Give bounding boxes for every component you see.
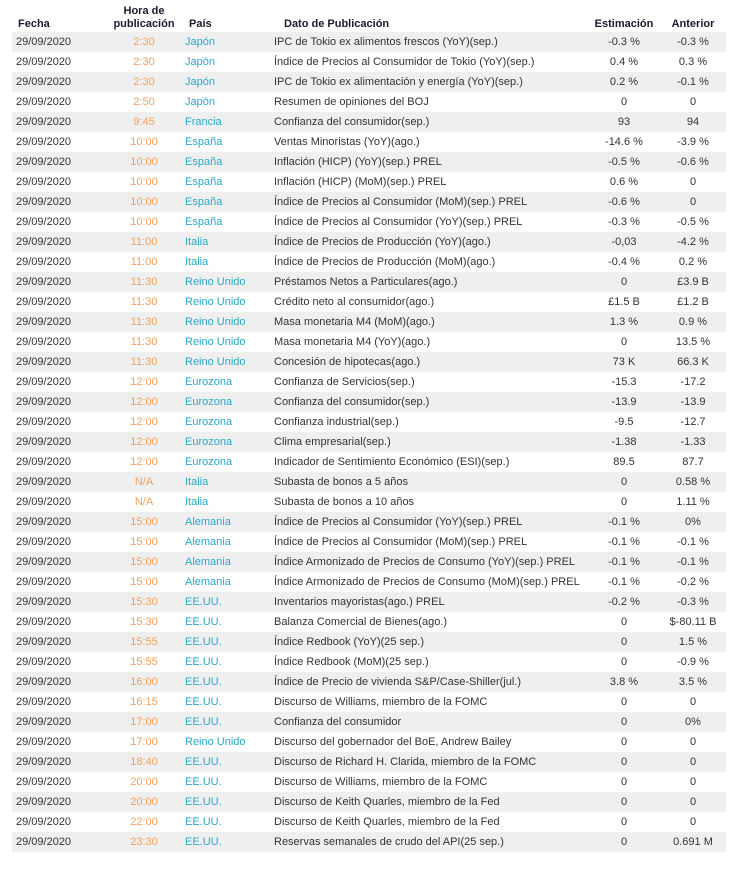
cell-estimacion: 0 (620, 796, 628, 808)
table-row (12, 392, 726, 412)
cell-estimacion: 0 (620, 616, 628, 628)
cell-estimacion: -0,03 (611, 236, 637, 248)
cell-hora: 18:40 (130, 756, 158, 768)
cell-fecha: 29/09/2020 (16, 416, 72, 428)
table-row (12, 732, 726, 752)
cell-hora: 2:50 (133, 96, 155, 108)
cell-hora: 2:30 (133, 56, 155, 68)
cell-dato: Discurso de Williams, miembro de la FOMC (274, 696, 488, 708)
cell-fecha: 29/09/2020 (16, 316, 72, 328)
cell-anterior: 3.5 % (678, 676, 708, 688)
cell-pais: España (185, 196, 223, 208)
cell-fecha: 29/09/2020 (16, 296, 72, 308)
cell-anterior: -4.2 % (677, 236, 709, 248)
cell-pais: Japón (185, 36, 215, 48)
cell-anterior: -0.2 % (677, 576, 709, 588)
cell-pais: España (185, 176, 223, 188)
cell-pais: Eurozona (185, 396, 233, 408)
cell-pais: Eurozona (185, 376, 233, 388)
table-row (12, 472, 726, 492)
cell-anterior: -17.2 (680, 376, 706, 388)
cell-pais: Alemania (185, 536, 231, 548)
cell-fecha: 29/09/2020 (16, 756, 72, 768)
cell-pais: Italia (185, 236, 209, 248)
cell-anterior: 0.58 % (675, 476, 711, 488)
cell-dato: Crédito neto al consumidor(ago.) (274, 296, 435, 308)
header-estimacion: Estimación (594, 18, 654, 30)
cell-dato: Subasta de bonos a 5 años (274, 476, 408, 488)
table-row (12, 252, 726, 272)
cell-dato: Índice de Precios al Consumidor (MoM)(sep.) PREL (274, 196, 528, 208)
cell-fecha: 29/09/2020 (16, 76, 72, 88)
cell-hora: 23:30 (130, 836, 158, 848)
cell-hora: 11:30 (130, 296, 158, 308)
cell-estimacion: -0.3 % (608, 216, 640, 228)
cell-fecha: 29/09/2020 (16, 456, 72, 468)
cell-fecha: 29/09/2020 (16, 356, 72, 368)
cell-estimacion: 0 (620, 96, 628, 108)
cell-dato: Índice de Precios al Consumidor (MoM)(sep.) PREL (274, 536, 528, 548)
cell-anterior: 0 (689, 776, 697, 788)
table-row (12, 692, 726, 712)
cell-anterior: 0.3 % (678, 56, 708, 68)
cell-fecha: 29/09/2020 (16, 236, 72, 248)
cell-anterior: 13.5 % (675, 336, 711, 348)
cell-pais: EE.UU. (185, 756, 222, 768)
cell-hora: 11:30 (130, 276, 158, 288)
cell-dato: Indicador de Sentimiento Económico (ESI)(sep.) (274, 456, 510, 468)
cell-estimacion: 0.4 % (609, 56, 639, 68)
cell-pais: EE.UU. (185, 676, 222, 688)
cell-hora: 9:45 (133, 116, 155, 128)
cell-dato: Préstamos Netos a Particulares(ago.) (274, 276, 458, 288)
cell-hora: N/A (134, 496, 154, 508)
cell-dato: Índice Armonizado de Precios de Consumo (YoY)(sep.) PREL (274, 556, 576, 568)
cell-anterior: £1.2 B (677, 296, 709, 308)
cell-anterior: 0.2 % (678, 256, 708, 268)
cell-fecha: 29/09/2020 (16, 436, 72, 448)
cell-fecha: 29/09/2020 (16, 776, 72, 788)
cell-fecha: 29/09/2020 (16, 336, 72, 348)
cell-dato: IPC de Tokio ex alimentos frescos (YoY)(sep.) (274, 36, 498, 48)
cell-anterior: -3.9 % (677, 136, 709, 148)
cell-anterior: 66.3 K (677, 356, 709, 368)
cell-dato: Discurso de Williams, miembro de la FOMC (274, 776, 488, 788)
cell-pais: Reino Unido (185, 296, 246, 308)
cell-anterior: -1.33 (680, 436, 706, 448)
cell-estimacion: 0.2 % (609, 76, 639, 88)
cell-estimacion: 1.3 % (609, 316, 639, 328)
cell-anterior: 0 (689, 736, 697, 748)
cell-estimacion: 73 K (612, 356, 636, 368)
cell-fecha: 29/09/2020 (16, 696, 72, 708)
table-row (12, 772, 726, 792)
cell-pais: EE.UU. (185, 636, 222, 648)
table-row (12, 272, 726, 292)
cell-anterior: -0.3 % (677, 36, 709, 48)
cell-pais: Alemania (185, 576, 231, 588)
cell-fecha: 29/09/2020 (16, 716, 72, 728)
cell-pais: EE.UU. (185, 716, 222, 728)
cell-fecha: 29/09/2020 (16, 516, 72, 528)
cell-anterior: 0.9 % (678, 316, 708, 328)
cell-estimacion: 0 (620, 736, 628, 748)
cell-pais: EE.UU. (185, 696, 222, 708)
cell-hora: 10:00 (130, 216, 158, 228)
table-row (12, 832, 726, 852)
cell-fecha: 29/09/2020 (16, 556, 72, 568)
cell-pais: EE.UU. (185, 836, 222, 848)
table-row (12, 212, 726, 232)
cell-pais: España (185, 216, 223, 228)
cell-estimacion: -0.4 % (608, 256, 640, 268)
table-row (12, 532, 726, 552)
cell-pais: Reino Unido (185, 276, 246, 288)
cell-hora: 15:55 (130, 656, 158, 668)
cell-dato: Índice de Precios al Consumidor (YoY)(sep.) PREL (274, 216, 523, 228)
cell-hora: 11:30 (130, 316, 158, 328)
header-hora (109, 5, 179, 32)
cell-fecha: 29/09/2020 (16, 196, 72, 208)
cell-dato: Discurso de Keith Quarles, miembro de la Fed (274, 796, 500, 808)
cell-anterior: -0.1 % (677, 556, 709, 568)
cell-estimacion: -0.1 % (608, 516, 640, 528)
cell-pais: Italia (185, 256, 209, 268)
table-row (12, 672, 726, 692)
cell-estimacion: -0.1 % (608, 576, 640, 588)
cell-pais: EE.UU. (185, 776, 222, 788)
cell-dato: Resumen de opiniones del BOJ (274, 96, 429, 108)
cell-estimacion: 0 (620, 696, 628, 708)
cell-estimacion: 0 (620, 836, 628, 848)
cell-estimacion: 0 (620, 276, 628, 288)
table-row (12, 312, 726, 332)
cell-pais: Eurozona (185, 416, 233, 428)
table-row (12, 152, 726, 172)
cell-anterior: -0.6 % (677, 156, 709, 168)
cell-dato: Índice de Precios al Consumidor de Tokio (YoY)(sep.) (274, 56, 535, 68)
table-row (12, 712, 726, 732)
cell-dato: Subasta de bonos a 10 años (274, 496, 415, 508)
cell-estimacion: -0.2 % (608, 596, 640, 608)
cell-dato: Ventas Minoristas (YoY)(ago.) (274, 136, 420, 148)
cell-pais: España (185, 136, 223, 148)
cell-fecha: 29/09/2020 (16, 596, 72, 608)
cell-pais: Alemania (185, 516, 231, 528)
cell-fecha: 29/09/2020 (16, 496, 72, 508)
cell-dato: Inflación (HICP) (YoY)(sep.) PREL (274, 156, 442, 168)
cell-dato: Reservas semanales de crudo del API(25 sep.) (274, 836, 504, 848)
table-row (12, 612, 726, 632)
cell-pais: EE.UU. (185, 596, 222, 608)
cell-pais: Japón (185, 56, 215, 68)
cell-anterior: 0.691 M (673, 836, 713, 848)
cell-hora: 10:00 (130, 156, 158, 168)
cell-dato: Masa monetaria M4 (MoM)(ago.) (274, 316, 435, 328)
economic-calendar-table (12, 5, 726, 852)
cell-hora: 11:30 (130, 356, 158, 368)
cell-fecha: 29/09/2020 (16, 396, 72, 408)
cell-estimacion: 0 (620, 476, 628, 488)
table-row (12, 92, 726, 112)
cell-anterior: -0.9 % (677, 656, 709, 668)
cell-fecha: 29/09/2020 (16, 536, 72, 548)
cell-anterior: $-80.11 B (669, 616, 717, 628)
cell-hora: 15:30 (130, 596, 158, 608)
cell-estimacion: £1.5 B (608, 296, 640, 308)
cell-pais: España (185, 156, 223, 168)
cell-fecha: 29/09/2020 (16, 36, 72, 48)
cell-hora: 10:00 (130, 136, 158, 148)
cell-anterior: -12.7 (680, 416, 706, 428)
cell-anterior: £3.9 B (677, 276, 709, 288)
cell-dato: Índice Redbook (YoY)(25 sep.) (274, 636, 425, 648)
table-row (12, 232, 726, 252)
cell-estimacion: -14.6 % (605, 136, 643, 148)
cell-estimacion: 0 (620, 656, 628, 668)
header-anterior: Anterior (671, 18, 715, 30)
cell-anterior: 1.11 % (676, 496, 710, 508)
cell-dato: Índice Armonizado de Precios de Consumo (MoM)(sep.) PREL (274, 576, 580, 588)
cell-hora: 15:55 (130, 636, 158, 648)
cell-hora: 2:30 (133, 36, 155, 48)
header-fecha: Fecha (18, 18, 50, 30)
cell-anterior: 0 (689, 756, 697, 768)
cell-dato: Balanza Comercial de Bienes(ago.) (274, 616, 448, 628)
cell-dato: Índice de Precios de Producción (MoM)(ago.) (274, 256, 496, 268)
header-pais: País (189, 18, 212, 30)
cell-pais: Japón (185, 76, 215, 88)
table-row (12, 492, 726, 512)
cell-anterior: -0.1 % (677, 76, 709, 88)
cell-estimacion: 0 (620, 336, 628, 348)
cell-fecha: 29/09/2020 (16, 116, 72, 128)
cell-estimacion: -0.1 % (608, 536, 640, 548)
cell-estimacion: 0 (620, 816, 628, 828)
cell-fecha: 29/09/2020 (16, 816, 72, 828)
cell-anterior: -0.1 % (677, 536, 709, 548)
cell-anterior: 0 (689, 96, 697, 108)
cell-hora: 11:00 (130, 236, 158, 248)
cell-dato: Discurso de Keith Quarles, miembro de la Fed (274, 816, 500, 828)
cell-estimacion: 0 (620, 776, 628, 788)
table-row (12, 592, 726, 612)
table-row (12, 372, 726, 392)
cell-anterior: 0 (689, 696, 697, 708)
cell-hora: 15:00 (130, 576, 158, 588)
cell-pais: Italia (185, 476, 209, 488)
cell-pais: Japón (185, 96, 215, 108)
cell-fecha: 29/09/2020 (16, 376, 72, 388)
cell-pais: EE.UU. (185, 656, 222, 668)
cell-estimacion: -1.38 (611, 436, 637, 448)
cell-hora: 17:00 (130, 716, 158, 728)
cell-fecha: 29/09/2020 (16, 176, 72, 188)
cell-estimacion: -0.1 % (608, 556, 640, 568)
cell-hora: 12:00 (130, 436, 158, 448)
cell-pais: Francia (185, 116, 222, 128)
cell-estimacion: 0 (620, 756, 628, 768)
cell-anterior: 0 (689, 816, 697, 828)
cell-anterior: 94 (686, 116, 700, 128)
cell-dato: Discurso del gobernador del BoE, Andrew Bailey (274, 736, 512, 748)
cell-hora: 11:00 (130, 256, 158, 268)
cell-pais: Italia (185, 496, 209, 508)
table-row (12, 812, 726, 832)
cell-estimacion: -0.3 % (608, 36, 640, 48)
cell-hora: 20:00 (130, 796, 158, 808)
cell-fecha: 29/09/2020 (16, 156, 72, 168)
cell-fecha: 29/09/2020 (16, 796, 72, 808)
cell-dato: Confianza industrial(sep.) (274, 416, 399, 428)
table-row (12, 192, 726, 212)
cell-pais: EE.UU. (185, 816, 222, 828)
cell-anterior: -0.3 % (677, 596, 709, 608)
cell-dato: Inflación (HICP) (MoM)(sep.) PREL (274, 176, 447, 188)
cell-fecha: 29/09/2020 (16, 216, 72, 228)
cell-fecha: 29/09/2020 (16, 96, 72, 108)
cell-fecha: 29/09/2020 (16, 476, 72, 488)
cell-estimacion: -0.5 % (608, 156, 640, 168)
cell-estimacion: 0.6 % (609, 176, 639, 188)
cell-dato: Confianza del consumidor(sep.) (274, 116, 430, 128)
cell-dato: Concesión de hipotecas(ago.) (274, 356, 421, 368)
cell-dato: Masa monetaria M4 (YoY)(ago.) (274, 336, 431, 348)
table-row (12, 172, 726, 192)
cell-hora: 10:00 (130, 176, 158, 188)
table-row (12, 792, 726, 812)
cell-hora: 15:00 (130, 516, 158, 528)
table-row (12, 32, 726, 52)
cell-hora: 2:30 (133, 76, 155, 88)
cell-dato: Índice de Precio de vivienda S&P/Case-Shiller(jul.) (274, 676, 522, 688)
table-row (12, 512, 726, 532)
cell-estimacion: -9.5 (614, 416, 634, 428)
cell-hora: 16:15 (130, 696, 158, 708)
header-hora-line2: publicación (113, 18, 175, 30)
table-row (12, 292, 726, 312)
header-dato: Dato de Publicación (284, 18, 390, 30)
cell-pais: Reino Unido (185, 356, 246, 368)
table-row (12, 132, 726, 152)
table-body (12, 32, 726, 852)
cell-fecha: 29/09/2020 (16, 656, 72, 668)
cell-fecha: 29/09/2020 (16, 676, 72, 688)
table-row (12, 752, 726, 772)
cell-pais: Reino Unido (185, 316, 246, 328)
cell-dato: Índice de Precios de Producción (YoY)(ago.) (274, 236, 491, 248)
table-row (12, 632, 726, 652)
cell-hora: 20:00 (130, 776, 158, 788)
cell-hora: 15:00 (130, 536, 158, 548)
cell-dato: Inventarios mayoristas(ago.) PREL (274, 596, 445, 608)
table-row (12, 72, 726, 92)
header-row (12, 5, 726, 32)
cell-estimacion: 3.8 % (609, 676, 639, 688)
cell-fecha: 29/09/2020 (16, 616, 72, 628)
cell-estimacion: -0.6 % (608, 196, 640, 208)
header-hora-line1: Hora de (123, 5, 165, 17)
cell-hora: 10:00 (130, 196, 158, 208)
cell-anterior: 0% (685, 716, 701, 728)
cell-fecha: 29/09/2020 (16, 636, 72, 648)
cell-pais: Eurozona (185, 456, 233, 468)
cell-hora: 22:00 (130, 816, 158, 828)
cell-anterior: 0 (689, 176, 697, 188)
table-row (12, 452, 726, 472)
cell-dato: Índice de Precios al Consumidor (YoY)(sep.) PREL (274, 516, 523, 528)
cell-estimacion: -15.3 (611, 376, 637, 388)
cell-anterior: 0 (689, 196, 697, 208)
cell-fecha: 29/09/2020 (16, 576, 72, 588)
cell-hora: 12:00 (130, 396, 158, 408)
cell-hora: 12:00 (130, 416, 158, 428)
cell-anterior: -0.5 % (677, 216, 709, 228)
cell-pais: Reino Unido (185, 736, 246, 748)
cell-anterior: 87.7 (682, 456, 704, 468)
cell-estimacion: -13.9 (611, 396, 637, 408)
table-row (12, 432, 726, 452)
cell-dato: Clima empresarial(sep.) (274, 436, 391, 448)
table-row (12, 652, 726, 672)
cell-anterior: -13.9 (680, 396, 706, 408)
table-row (12, 112, 726, 132)
cell-pais: Alemania (185, 556, 231, 568)
cell-estimacion: 93 (617, 116, 631, 128)
cell-pais: EE.UU. (185, 796, 222, 808)
cell-estimacion: 0 (620, 496, 628, 508)
table-row (12, 412, 726, 432)
cell-estimacion: 0 (620, 716, 628, 728)
cell-hora: 17:00 (130, 736, 158, 748)
cell-fecha: 29/09/2020 (16, 836, 72, 848)
cell-hora: 15:30 (130, 616, 158, 628)
cell-fecha: 29/09/2020 (16, 736, 72, 748)
cell-hora: 16:00 (130, 676, 158, 688)
cell-dato: Confianza de Servicios(sep.) (274, 376, 415, 388)
cell-estimacion: 89.5 (613, 456, 635, 468)
cell-fecha: 29/09/2020 (16, 136, 72, 148)
table-row (12, 572, 726, 592)
cell-hora: 15:00 (130, 556, 158, 568)
cell-fecha: 29/09/2020 (16, 276, 72, 288)
cell-hora: 11:30 (130, 336, 158, 348)
cell-hora: 12:00 (130, 456, 158, 468)
cell-hora: 12:00 (130, 376, 158, 388)
cell-pais: Reino Unido (185, 336, 246, 348)
cell-anterior: 0% (685, 516, 701, 528)
cell-anterior: 0 (689, 796, 697, 808)
cell-dato: Confianza del consumidor(sep.) (274, 396, 430, 408)
cell-hora: N/A (134, 476, 154, 488)
cell-fecha: 29/09/2020 (16, 56, 72, 68)
cell-dato: Discurso de Richard H. Clarida, miembro de la FOMC (274, 756, 537, 768)
table-row (12, 352, 726, 372)
table-row (12, 332, 726, 352)
cell-anterior: 1.5 % (678, 636, 708, 648)
cell-pais: EE.UU. (185, 616, 222, 628)
table-row (12, 52, 726, 72)
cell-dato: IPC de Tokio ex alimentación y energía (YoY)(sep.) (274, 76, 523, 88)
cell-estimacion: 0 (620, 636, 628, 648)
cell-pais: Eurozona (185, 436, 233, 448)
table-row (12, 552, 726, 572)
cell-dato: Índice Redbook (MoM)(25 sep.) (274, 656, 429, 668)
cell-dato: Confianza del consumidor (274, 716, 402, 728)
cell-fecha: 29/09/2020 (16, 256, 72, 268)
